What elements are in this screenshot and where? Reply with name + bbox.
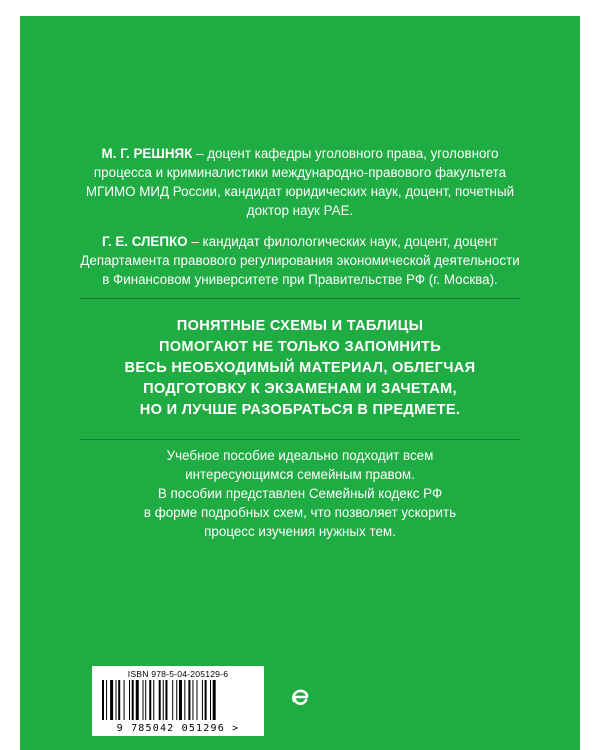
book-description: Учебное пособие идеально подходит всем интересующимся семейным правом. В пособии представлен Семейный кодекс РФ в форме подробных схем, что позволяет ускорить процесс изучения нужных тем. bbox=[143, 448, 457, 539]
eksmo-logo-icon bbox=[288, 684, 312, 708]
author-1 bbox=[80, 144, 520, 220]
barcode-bar bbox=[172, 680, 173, 720]
barcode bbox=[92, 666, 264, 736]
author-1-name: М. Г. РЕШНЯК bbox=[101, 146, 193, 161]
author-2-bio: – кандидат филологических наук, доцент, доцент Департамента правового регулирования экономической деятельности в Финансовом университете при Правительстве РФ (г. Москва). bbox=[80, 234, 520, 287]
barcode-bar bbox=[129, 680, 130, 720]
barcode-bar bbox=[124, 680, 125, 720]
barcode-bar bbox=[143, 680, 144, 720]
barcode-bar bbox=[116, 680, 117, 720]
barcode-bars bbox=[100, 680, 256, 720]
isbn-label: ISBN 978-5-04-205129-6 bbox=[127, 669, 229, 679]
barcode-bar bbox=[205, 680, 207, 720]
barcode-bar bbox=[202, 680, 203, 720]
barcode-bar bbox=[192, 680, 193, 720]
divider-bottom bbox=[80, 439, 520, 440]
barcode-bar bbox=[188, 680, 190, 720]
barcode-bar bbox=[159, 680, 161, 720]
barcode-bar bbox=[118, 680, 120, 720]
authors-block bbox=[80, 144, 520, 301]
barcode-bar bbox=[165, 680, 167, 720]
barcode-bar bbox=[102, 680, 104, 720]
barcode-bar bbox=[136, 680, 139, 720]
barcode-bar bbox=[132, 680, 134, 720]
barcode-bar bbox=[153, 680, 154, 720]
barcode-bar bbox=[197, 680, 198, 720]
divider-top bbox=[80, 298, 520, 299]
ean-digits: 9 785042 051296 > bbox=[116, 723, 240, 734]
barcode-bar bbox=[163, 680, 164, 720]
author-2 bbox=[80, 232, 520, 289]
author-1-bio: – доцент кафедры уголовного права, уголовного процесса и криминалистики международно-правового факультета МГИМО МИД России, кандидат юридических наук, доцент, почетный доктор наук РАЕ. bbox=[85, 146, 515, 218]
barcode-bar bbox=[184, 680, 185, 720]
barcode-bar bbox=[179, 680, 182, 720]
barcode-bar bbox=[106, 680, 107, 720]
back-cover bbox=[20, 16, 580, 750]
barcode-bar bbox=[176, 680, 177, 720]
barcode-bar bbox=[210, 680, 211, 720]
slogan: ПОНЯТНЫЕ СХЕМЫ И ТАБЛИЦЫ ПОМОГАЮТ НЕ ТОЛЬКО ЗАПОМНИТЬ ВЕСЬ НЕОБХОДИМЫЙ МАТЕРИАЛ, ОБЛЕГЧАЯ ПОДГОТОВКУ К ЭКЗАМЕНАМ И ЗАЧЕТАМ, НО И ЛУЧШЕ РАЗОБРАТЬСЯ В ПРЕДМЕТЕ. bbox=[124, 318, 476, 418]
barcode-bar bbox=[213, 680, 216, 720]
barcode-bar bbox=[110, 680, 113, 720]
author-2-name: Г. Е. СЛЕПКО bbox=[101, 234, 188, 249]
barcode-bar bbox=[149, 680, 151, 720]
barcode-bar bbox=[145, 680, 146, 720]
